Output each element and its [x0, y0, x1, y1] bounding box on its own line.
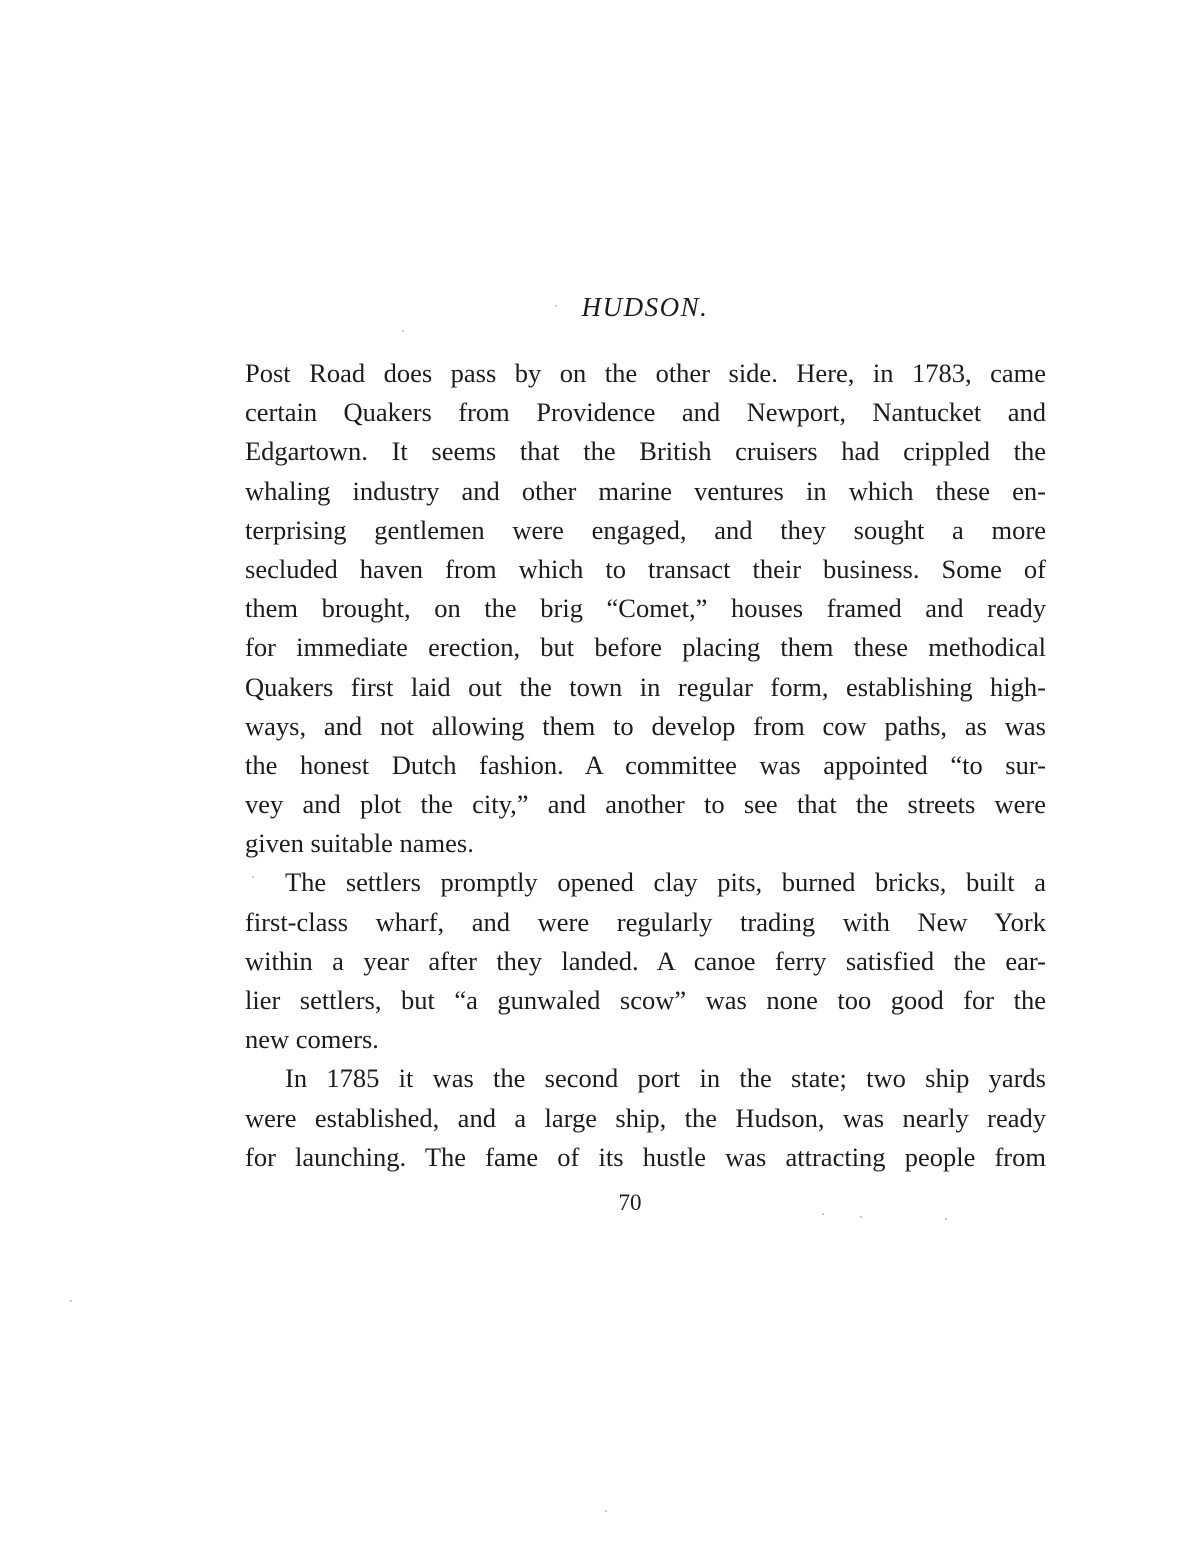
running-head: HUDSON.	[581, 292, 709, 322]
text-line: them brought, on the brig “Comet,” houses framed and ready	[245, 593, 1046, 624]
text-line: whaling industry and other marine ventures in which these en-	[245, 475, 1046, 506]
text-line: vey and plot the city,” and another to see that the streets were	[245, 789, 1046, 820]
text-line: lier settlers, but “a gunwaled scow” was none too good for the	[245, 985, 1046, 1015]
text-line: given suitable names.	[245, 828, 474, 859]
text-line: first-class wharf, and were regularly trading with New York	[245, 906, 1046, 937]
text-line: terprising gentlemen were engaged, and they sought a more	[245, 514, 1046, 545]
scan-speck	[70, 1300, 72, 1302]
scan-speck	[605, 1510, 607, 1512]
text-line: new comers.	[245, 1024, 379, 1055]
text-line: Edgartown. It seems that the British cruisers had crippled the	[245, 436, 1046, 467]
scan-speck	[822, 1213, 824, 1215]
text-line: the honest Dutch fashion. A committee was appointed “to sur-	[245, 749, 1046, 780]
text-line: Post Road does pass by on the other side. Here, in 1783, came	[245, 358, 1046, 388]
text-line: for launching. The fame of its hustle was attracting people from	[245, 1141, 1046, 1172]
scan-speck	[860, 1216, 862, 1218]
paragraph	[245, 1059, 1046, 1177]
text-line: Quakers first laid out the town in regular form, establishing high-	[245, 671, 1046, 702]
text-line: certain Quakers from Providence and Newport, Nantucket and	[245, 397, 1046, 428]
text-line: In 1785 it was the second port in the state; two ship yards	[285, 1063, 1046, 1094]
scan-speck	[555, 305, 557, 307]
paragraph	[245, 863, 1046, 1059]
text-line: ways, and not allowing them to develop from cow paths, as was	[245, 710, 1046, 741]
text-line: within a year after they landed. A canoe ferry satisfied the ear-	[245, 945, 1046, 976]
page-number: 70	[618, 1190, 642, 1215]
paragraph	[245, 354, 1046, 863]
text-line: secluded haven from which to transact their business. Some of	[245, 553, 1046, 584]
body-text	[245, 354, 1046, 1177]
scan-speck	[402, 330, 404, 332]
text-line: for immediate erection, but before placing them these methodical	[245, 632, 1046, 663]
scan-speck	[252, 876, 254, 878]
text-line: The settlers promptly opened clay pits, burned bricks, built a	[285, 867, 1046, 898]
scan-speck	[945, 1218, 947, 1220]
text-line: were established, and a large ship, the Hudson, was nearly ready	[245, 1102, 1046, 1133]
